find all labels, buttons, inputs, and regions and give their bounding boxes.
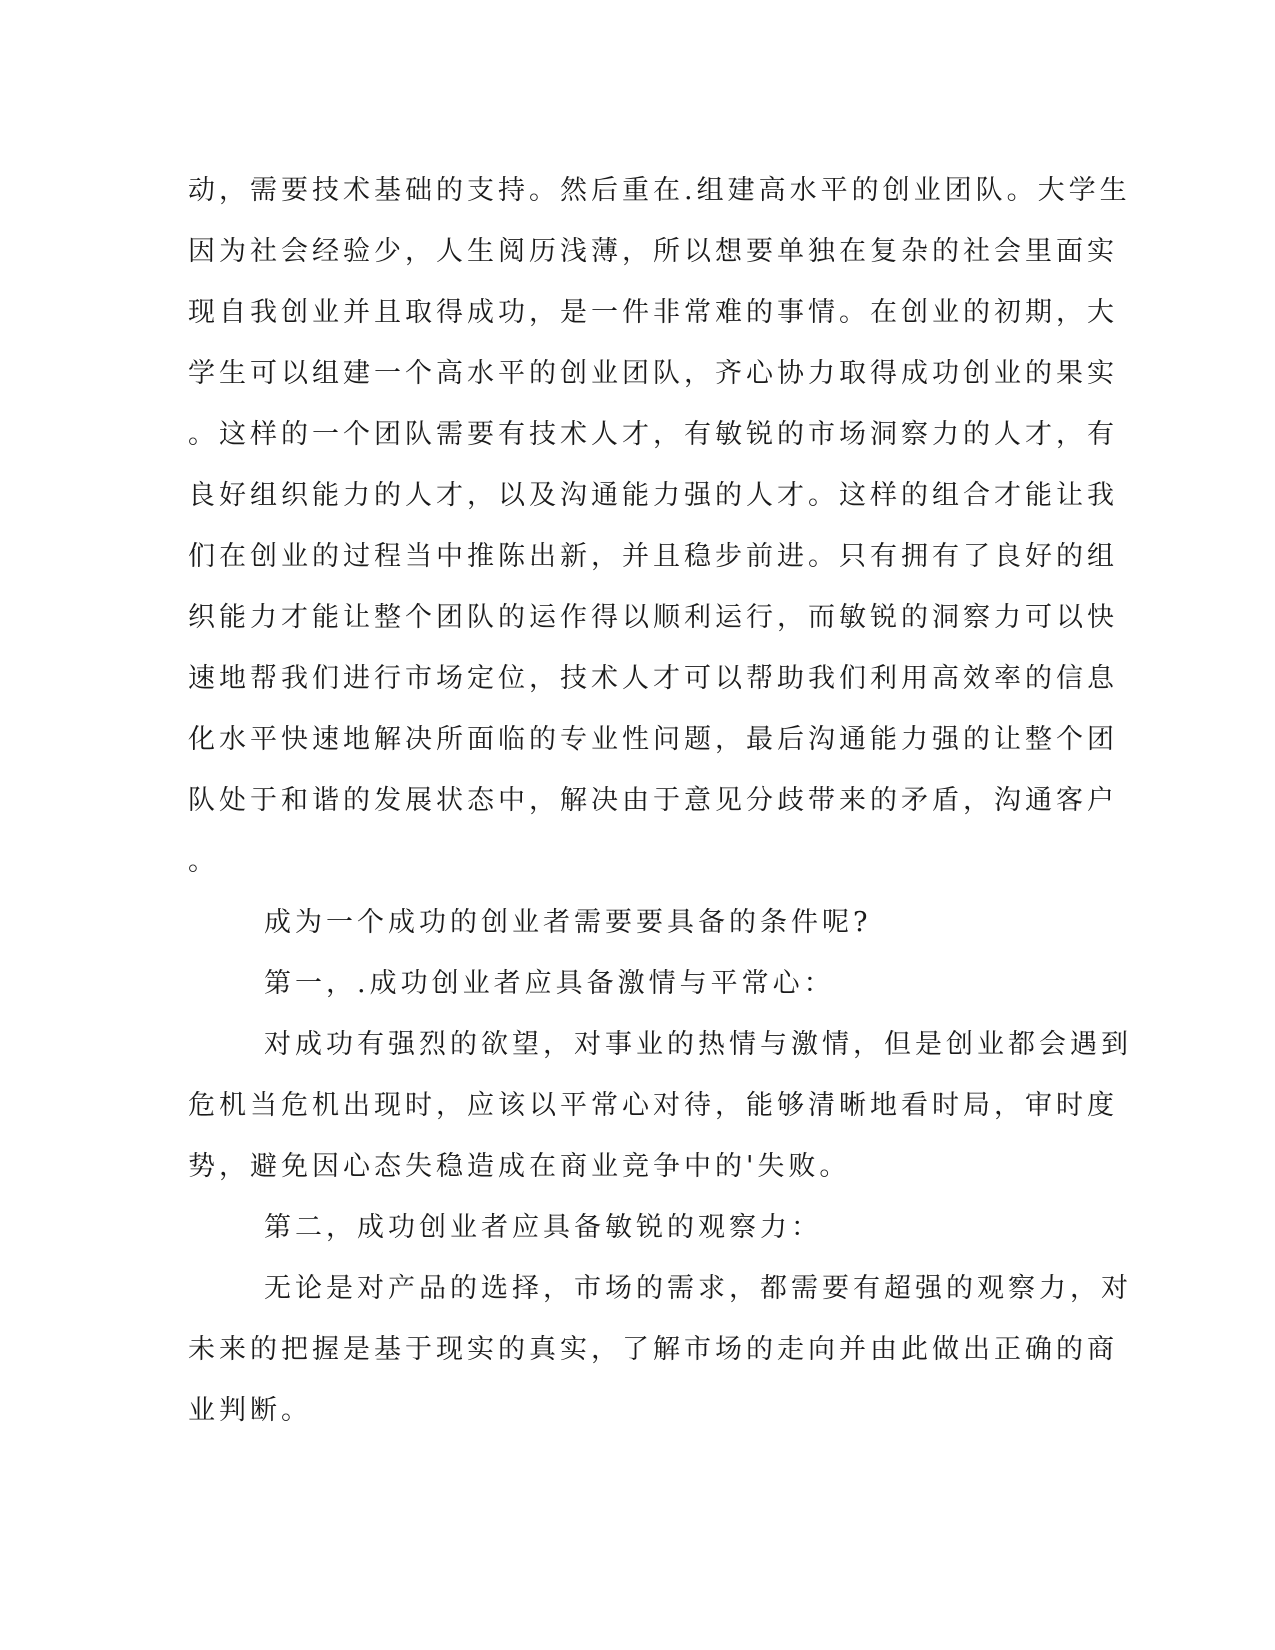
text-line: 动，需要技术基础的支持。然后重在.组建高水平的创业团队。大学生 bbox=[188, 175, 1131, 206]
text-line: 对成功有强烈的欲望，对事业的热情与激情，但是创业都会遇到 bbox=[264, 1029, 1132, 1060]
text-line: 势，避免因心态失稳造成在商业竞争中的'失败。 bbox=[188, 1151, 851, 1182]
text-line: 因为社会经验少，人生阅历浅薄，所以想要单独在复杂的社会里面实 bbox=[188, 236, 1118, 267]
text-line: 化水平快速地解决所面临的专业性问题，最后沟通能力强的让整个团 bbox=[188, 724, 1118, 755]
text-line: 无论是对产品的选择，市场的需求，都需要有超强的观察力，对 bbox=[264, 1273, 1132, 1304]
text-line: 学生可以组建一个高水平的创业团队，齐心协力取得成功创业的果实 bbox=[188, 358, 1118, 389]
text-line: 。 bbox=[188, 846, 219, 877]
text-line: 未来的把握是基于现实的真实，了解市场的走向并由此做出正确的商 bbox=[188, 1334, 1118, 1365]
text-line: 业判断。 bbox=[188, 1395, 312, 1426]
text-line: 队处于和谐的发展状态中，解决由于意见分歧带来的矛盾，沟通客户 bbox=[188, 785, 1118, 816]
text-line: 第二，成功创业者应具备敏锐的观察力： bbox=[264, 1212, 822, 1243]
text-line: 织能力才能让整个团队的运作得以顺利运行，而敏锐的洞察力可以快 bbox=[188, 602, 1118, 633]
text-line: 。这样的一个团队需要有技术人才，有敏锐的市场洞察力的人才，有 bbox=[188, 419, 1118, 450]
text-line: 第一，.成功创业者应具备激情与平常心： bbox=[264, 968, 835, 999]
text-line: 良好组织能力的人才，以及沟通能力强的人才。这样的组合才能让我 bbox=[188, 480, 1118, 511]
body-text bbox=[188, 160, 1132, 1441]
text-line: 现自我创业并且取得成功，是一件非常难的事情。在创业的初期，大 bbox=[188, 297, 1118, 328]
text-line: 速地帮我们进行市场定位，技术人才可以帮助我们利用高效率的信息 bbox=[188, 663, 1118, 694]
text-line: 们在创业的过程当中推陈出新，并且稳步前进。只有拥有了良好的组 bbox=[188, 541, 1118, 572]
text-line: 危机当危机出现时，应该以平常心对待，能够清晰地看时局，审时度 bbox=[188, 1090, 1118, 1121]
text-line: 成为一个成功的创业者需要要具备的条件呢? bbox=[264, 907, 872, 938]
